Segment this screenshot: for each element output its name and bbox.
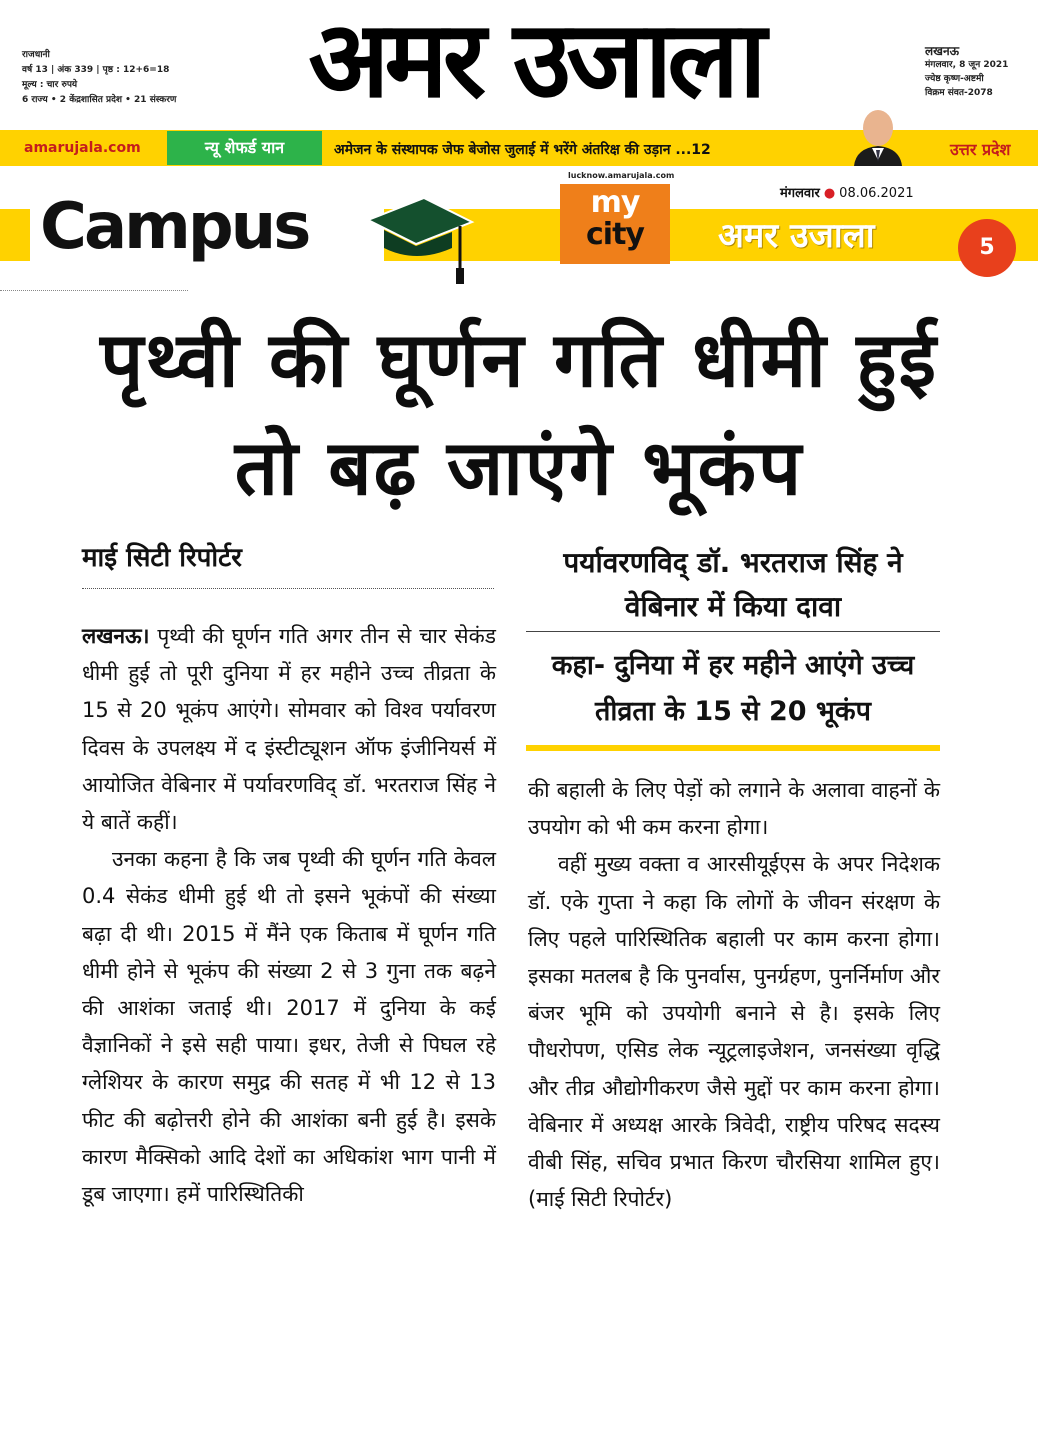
paragraph: वहीं मुख्य वक्ता व आरसीयूईएस के अपर निदेशक डॉ. एके गुप्ता ने कहा कि लोगों के जीवन संरक्षण के लिए पहले पारिस्थितिक बहाली पर काम करना होगा। इसका मतलब है कि पुनर्वास, पुनर्ग्रहण, पुनर्निर्माण और बंजर भूमि को उपयोगी बनाने से है। इसके लिए पौधरोपण, एसिड लेक न्यूट्रलाइजेशन, जनसंख्या वृद्धि और तीव्र औद्योगीकरण जैसे मुद्दों पर काम करना होगा। वेबिनार में अध्यक्ष आरके त्रिवेदी, राष्ट्रीय परिषद सदस्य वीबी सिंह, सचिव प्रभात किरण चौरसिया शामिल हुए। (माई सिटी रिपोर्टर) xyxy=(528,852,940,1212)
city-name: लखनऊ xyxy=(925,44,960,58)
dateline: लखनऊ। xyxy=(82,624,150,648)
section-url: lucknow.amarujala.com xyxy=(568,171,675,180)
edition-label: राजधानी xyxy=(22,50,50,60)
promo-teaser: अमेजन के संस्थापक जेफ बेजोस जुलाई में भरेंगे अंतरिक्ष की उड़ान ...12 xyxy=(334,142,711,158)
section-date xyxy=(780,183,914,201)
vikram-samvat: विक्रम संवत-2078 xyxy=(925,88,993,98)
paragraph: की बहाली के लिए पेड़ों को लगाने के अलावा वाहनों के उपयोग को भी कम करना होगा। xyxy=(528,778,940,840)
bullet-icon: ● xyxy=(823,186,836,201)
mycity-my: my xyxy=(590,185,640,220)
paragraph xyxy=(82,618,496,841)
newspaper-title: अमर उजाला xyxy=(308,0,762,121)
byline: माई सिटी रिपोर्टर xyxy=(82,543,242,573)
website-link[interactable]: amarujala.com xyxy=(24,140,141,156)
page-number: 5 xyxy=(958,219,1016,277)
divider xyxy=(82,588,494,589)
divider xyxy=(0,290,188,291)
paragraph-text: पृथ्वी की घूर्णन गति अगर तीन से चार सेकंड धीमी हुई तो पूरी दुनिया में हर महीने उच्च तीव्रता के 15 से 20 भूकंप आएंगे। सोमवार को विश्व पर्यावरण दिवस के उपलक्ष्य में द इंस्टीट्यूशन ऑफ इंजीनियर्स में आयोजित वेबिनार में पर्यावरणविद् डॉ. भरतराज सिंह ने ये बातें कहीं। xyxy=(82,624,496,835)
editions-count: 6 राज्य • 2 केंद्रशासित प्रदेश • 21 संस्करण xyxy=(22,95,177,105)
article-headline: पृथ्वी की घूर्णन गति धीमी हुई तो बढ़ जाएंगे भूकंप xyxy=(100,315,938,512)
mycity-logo xyxy=(560,184,670,264)
subheadline-2: कहा- दुनिया में हर महीने आएंगे उच्च तीव्रता के 15 से 20 भूकंप xyxy=(551,650,915,727)
paragraph: उनका कहना है कि जब पृथ्वी की घूर्णन गति केवल 0.4 सेकंड धीमी हुई थी तो इसने भूकंपों की संख्या बढ़ा दी थी। 2015 में मैंने एक किताब में घूर्णन गति धीमी होने से भूकंप की संख्या 2 से 3 गुना तक बढ़ने की आशंका जताई थी। 2017 में दुनिया के कई वैज्ञानिकों ने इसे सही पाया। इधर, तेजी से पिघल रहे ग्लेशियर के कारण समुद्र की सतह में भी 12 से 13 फीट की बढ़ोत्तरी होने की आशंका बनी हुई है। इसके कारण मैक्सिको आदि देशों का अधिकांश भाग पानी में डूब जाएगा। हमें पारिस्थितिकी xyxy=(82,847,496,1207)
section-date-value: 08.06.2021 xyxy=(839,186,914,201)
hindu-calendar-date: ज्येष्ठ कृष्ण-अष्टमी xyxy=(925,74,984,84)
graduation-cap-icon xyxy=(360,190,476,286)
person-photo-icon xyxy=(852,104,904,166)
masthead-meta-left xyxy=(22,48,176,108)
price: मूल्य : चार रुपये xyxy=(22,80,78,90)
subheadline-1: पर्यावरणविद् डॉ. भरतराज सिंह ने वेबिनार में किया दावा xyxy=(563,546,903,623)
mycity-city: city xyxy=(586,217,644,252)
article-column-1 xyxy=(82,618,496,1213)
article-column-2 xyxy=(528,772,940,1218)
issue-date: मंगलवार, 8 जून 2021 xyxy=(925,60,1009,70)
section-brand: अमर उजाला xyxy=(718,216,875,256)
divider xyxy=(526,631,940,632)
volume-issue: वर्ष 13 | अंक 339 | पृष्ठ : 12+6=18 xyxy=(22,65,170,75)
promo-tag: न्यू शेफर्ड यान xyxy=(167,131,322,165)
divider xyxy=(526,745,940,751)
masthead-meta-right xyxy=(925,44,1008,100)
section-name: Campus xyxy=(40,190,309,264)
state-name: उत्तर प्रदेश xyxy=(950,140,1011,159)
section-day: मंगलवार xyxy=(780,186,820,201)
